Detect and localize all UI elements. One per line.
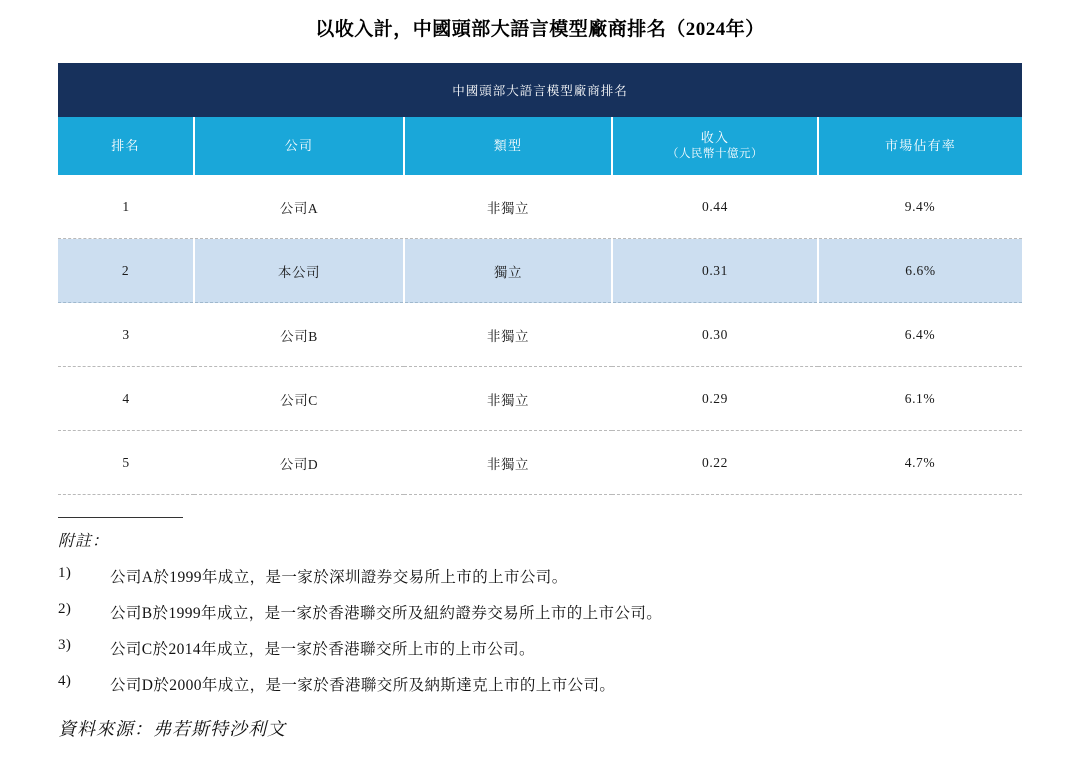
- table-row: [58, 239, 1022, 303]
- note-index: 3): [58, 637, 72, 653]
- column-header-company-label: 公司: [284, 138, 314, 154]
- cell-revenue: 0.22: [612, 431, 818, 495]
- cell-type: 非獨立: [404, 431, 612, 495]
- cell-company: 公司A: [194, 175, 404, 239]
- cell-share: 6.1%: [818, 367, 1022, 431]
- cell-company: 公司D: [194, 431, 404, 495]
- cell-share: 9.4%: [818, 175, 1022, 239]
- note-item: [58, 637, 1022, 659]
- ranking-table-container: [58, 63, 1022, 495]
- cell-rank: 1: [58, 175, 194, 239]
- notes-label: 附註：: [58, 533, 110, 550]
- table-header-row: [58, 117, 1022, 175]
- source-line: 資料來源：弗若斯特沙利文: [58, 719, 286, 739]
- column-header-rank: [58, 117, 194, 175]
- cell-company: 公司C: [194, 367, 404, 431]
- table-row: [58, 175, 1022, 239]
- cell-type: 非獨立: [404, 175, 612, 239]
- note-index: 1): [58, 565, 72, 581]
- column-header-type: [404, 117, 612, 175]
- cell-revenue: 0.30: [612, 303, 818, 367]
- note-item: [58, 673, 1022, 695]
- cell-revenue: 0.31: [612, 239, 818, 303]
- cell-company: 公司B: [194, 303, 404, 367]
- note-item: [58, 565, 1022, 587]
- cell-revenue: 0.44: [612, 175, 818, 239]
- cell-revenue: 0.29: [612, 367, 818, 431]
- column-header-revenue-unit: （人民幣十億元）: [667, 148, 763, 161]
- page-title: 以收入計，中國頭部大語言模型廠商排名（2024年）: [315, 19, 765, 40]
- column-header-revenue: [612, 117, 818, 175]
- note-text: 公司C於2014年成立，是一家於香港聯交所上市的上市公司。: [110, 641, 535, 658]
- note-item: [58, 601, 1022, 623]
- cell-share: 4.7%: [818, 431, 1022, 495]
- column-header-share-label: 市場佔有率: [885, 138, 957, 154]
- note-text: 公司D於2000年成立，是一家於香港聯交所及納斯達克上市的上市公司。: [110, 677, 616, 694]
- note-index: 2): [58, 601, 72, 617]
- notes-section: [58, 495, 1022, 695]
- cell-company: 本公司: [194, 239, 404, 303]
- table-row: [58, 367, 1022, 431]
- column-header-type-label: 類型: [493, 138, 523, 154]
- cell-rank: 2: [58, 239, 194, 303]
- table-body: [58, 175, 1022, 495]
- note-text: 公司A於1999年成立，是一家於深圳證券交易所上市的上市公司。: [110, 569, 568, 586]
- table-row: [58, 431, 1022, 495]
- column-header-share: [818, 117, 1022, 175]
- column-header-rank-label: 排名: [111, 138, 140, 154]
- cell-type: 非獨立: [404, 367, 612, 431]
- notes-divider: [58, 517, 183, 518]
- cell-share: 6.6%: [818, 239, 1022, 303]
- table-row: [58, 303, 1022, 367]
- cell-rank: 4: [58, 367, 194, 431]
- note-text: 公司B於1999年成立，是一家於香港聯交所及紐約證券交易所上市的上市公司。: [110, 605, 663, 622]
- cell-share: 6.4%: [818, 303, 1022, 367]
- cell-type: 獨立: [404, 239, 612, 303]
- table-banner-row: [58, 63, 1022, 117]
- note-index: 4): [58, 673, 72, 689]
- cell-rank: 5: [58, 431, 194, 495]
- column-header-revenue-label: 收入: [700, 130, 730, 146]
- cell-rank: 3: [58, 303, 194, 367]
- column-header-company: [194, 117, 404, 175]
- cell-type: 非獨立: [404, 303, 612, 367]
- ranking-table: [58, 63, 1022, 495]
- table-banner-label: 中國頭部大語言模型廠商排名: [58, 63, 1022, 117]
